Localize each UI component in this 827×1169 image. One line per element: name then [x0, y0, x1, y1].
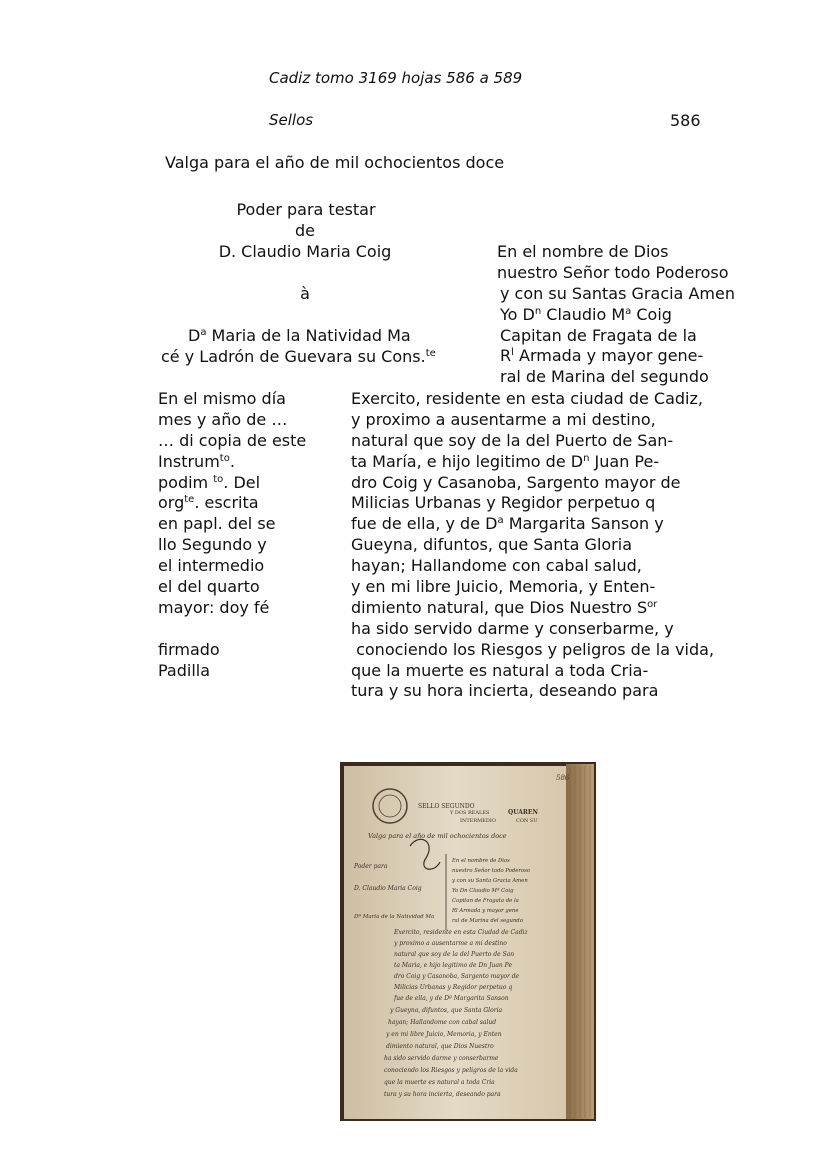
hw-line: D. Claudio Maria Coig — [354, 885, 422, 892]
text-line: hayan; Hallandome con cabal salud, — [351, 556, 642, 576]
text-line: conociendo los Riesgos y peligros de la vida, — [351, 639, 715, 659]
text-line: ral de Marina del segundo — [500, 367, 709, 387]
hw-line: conociendo los Riesgos y peligros de la vida — [384, 1067, 518, 1074]
hw-line: y Gueyna, difuntos, que Santa Gloria — [390, 1007, 503, 1014]
text-line: dimiento natural, que Dios Nuestro $S^{or}$ — [351, 597, 658, 617]
text-line: Exercito, residente en esta ciudad de Cadiz, — [351, 389, 703, 408]
text-line: llo Segundo y — [158, 535, 267, 555]
hw-line: Milicias Urbanas y Regidor perpetuo q — [394, 984, 513, 991]
photo-page-number: 586 — [556, 774, 570, 782]
title-line: de — [295, 220, 315, 240]
hw-line: y con su Santa Gracia Amen — [452, 878, 528, 884]
text-line: Gueyna, difuntos, que Santa Gloria — [351, 535, 633, 555]
stamp-text: QUAREN — [508, 809, 538, 816]
text-line: mes y año de … — [158, 409, 288, 429]
hw-line: nuestro Señor todo Poderoso — [452, 868, 531, 874]
text-line: mayor: doy fé — [158, 597, 270, 617]
hw-line: dimiento natural, que Dios Nuestro — [386, 1043, 494, 1050]
text-line: dro Coig y Casanoba, Sargento mayor de — [351, 472, 681, 492]
text-line: y proximo a ausentarme a mi destino, — [351, 409, 656, 429]
text-line: $R^l$ Armada y mayor gene- — [500, 346, 704, 366]
margin-note — [158, 389, 306, 681]
manuscript-photo — [340, 762, 596, 1121]
text-line — [158, 619, 306, 640]
text-line: Padilla — [158, 660, 211, 680]
hw-line: ral de Marina del segundo — [452, 918, 523, 924]
text-line: Instrum$^{to}$. — [158, 451, 235, 471]
hw-line: hayan; Hallandome con cabal salud — [388, 1019, 497, 1026]
text-line: ha sido servido darme y conserbarme, y — [351, 618, 674, 638]
stamp-text: SELLO SEGUNDO — [418, 803, 475, 810]
text-line: En el nombre de Dios — [497, 242, 669, 261]
text-line: org$^{te}$. escrita — [158, 493, 259, 513]
archive-reference: Cadiz tomo 3169 hojas 586 a 589 — [269, 69, 523, 87]
stamp-text: CON SU — [516, 818, 538, 824]
text-line: tura y su hora incierta, deseando para — [351, 681, 659, 701]
text-line: y con su Santas Gracia Amen — [500, 283, 735, 303]
hw-line: Poder para — [354, 863, 388, 870]
hw-line: Capitan de Fragata de la — [452, 898, 519, 904]
text-line: el intermedio — [158, 556, 265, 576]
text-line: el del quarto — [158, 577, 260, 597]
text-line: y en mi libre Juicio, Memoria, y Enten- — [351, 577, 656, 597]
text-line: … di copia de este — [158, 430, 307, 450]
hw-line: tura y su hora incierta, deseando para — [384, 1091, 501, 1098]
hw-line: ha sido servido darme y conserbarme — [384, 1055, 499, 1062]
valid-for-year: Valga para el año de mil ochocientos doce — [165, 153, 505, 172]
text-line: Yo $D^n$ Claudio $M^a$ Coig — [500, 304, 672, 324]
stamp-text: INTERMEDIO — [460, 818, 496, 824]
title-line: cé y Ladrón de Guevara su Cons.$^{te}$ — [161, 347, 436, 366]
seals-label: Sellos — [269, 111, 314, 129]
hw-line: que la muerte es natural a toda Cria — [384, 1079, 495, 1086]
title-line: D. Claudio Maria Coig — [218, 241, 392, 261]
text-line: firmado — [158, 639, 220, 659]
title-line: Poder para testar — [236, 200, 376, 219]
hw-line: natural que soy de la del Puerto de San — [394, 951, 515, 958]
hw-line: Dª Maria de la Natividad Ma — [354, 914, 435, 920]
right-column-text — [497, 242, 735, 388]
hw-line: Valga para el año de mil ochocientos doce — [368, 832, 507, 840]
text-line: natural que soy de la del Puerto de San- — [351, 430, 674, 450]
hw-line: Rl Armada y mayor gene — [452, 908, 519, 914]
title-line: à — [300, 283, 310, 303]
hw-line: dro Coig y Casanoba, Sargento mayor de — [394, 973, 520, 980]
hw-line: Yo Dn Claudio Mª Coig — [452, 888, 514, 894]
hw-line: y en mi libre Juicio, Memoria, y Enten — [386, 1031, 502, 1038]
text-line: que la muerte es natural a toda Cria- — [351, 660, 649, 680]
text-line: nuestro Señor todo Poderoso — [497, 262, 729, 282]
stamp-text: Y DOS REALES — [450, 810, 490, 816]
text-line: Milicias Urbanas y Regidor perpetuo q — [351, 493, 656, 513]
text-line: En el mismo día — [158, 389, 286, 408]
hw-line: Exercito, residente en esta Ciudad de Cadiz — [394, 929, 528, 936]
title-line: $D^a$ Maria de la Natividad Ma — [188, 326, 411, 345]
text-line: Capitan de Fragata de la — [500, 325, 697, 345]
text-line: fue de ella, y de $D^a$ Margarita Sanson y — [351, 514, 664, 534]
title-block — [155, 200, 455, 305]
hw-line: ta Maria, e hijo legitimo de Dn Juan Pe — [394, 962, 513, 969]
text-line: en papl. del se — [158, 514, 276, 534]
text-line: ta María, e hijo legitimo de $D^n$ Juan Pe- — [351, 451, 660, 471]
page-number: 586 — [670, 111, 701, 130]
text-line: podim $^{to}$. Del — [158, 472, 261, 492]
hw-line: y proximo a ausentarme a mi destino — [394, 940, 507, 947]
main-text — [351, 389, 714, 702]
hw-line: En el nombre de Dios — [452, 858, 510, 864]
hw-line: fue de ella, y de Dª Margarita Sanson — [394, 995, 509, 1002]
